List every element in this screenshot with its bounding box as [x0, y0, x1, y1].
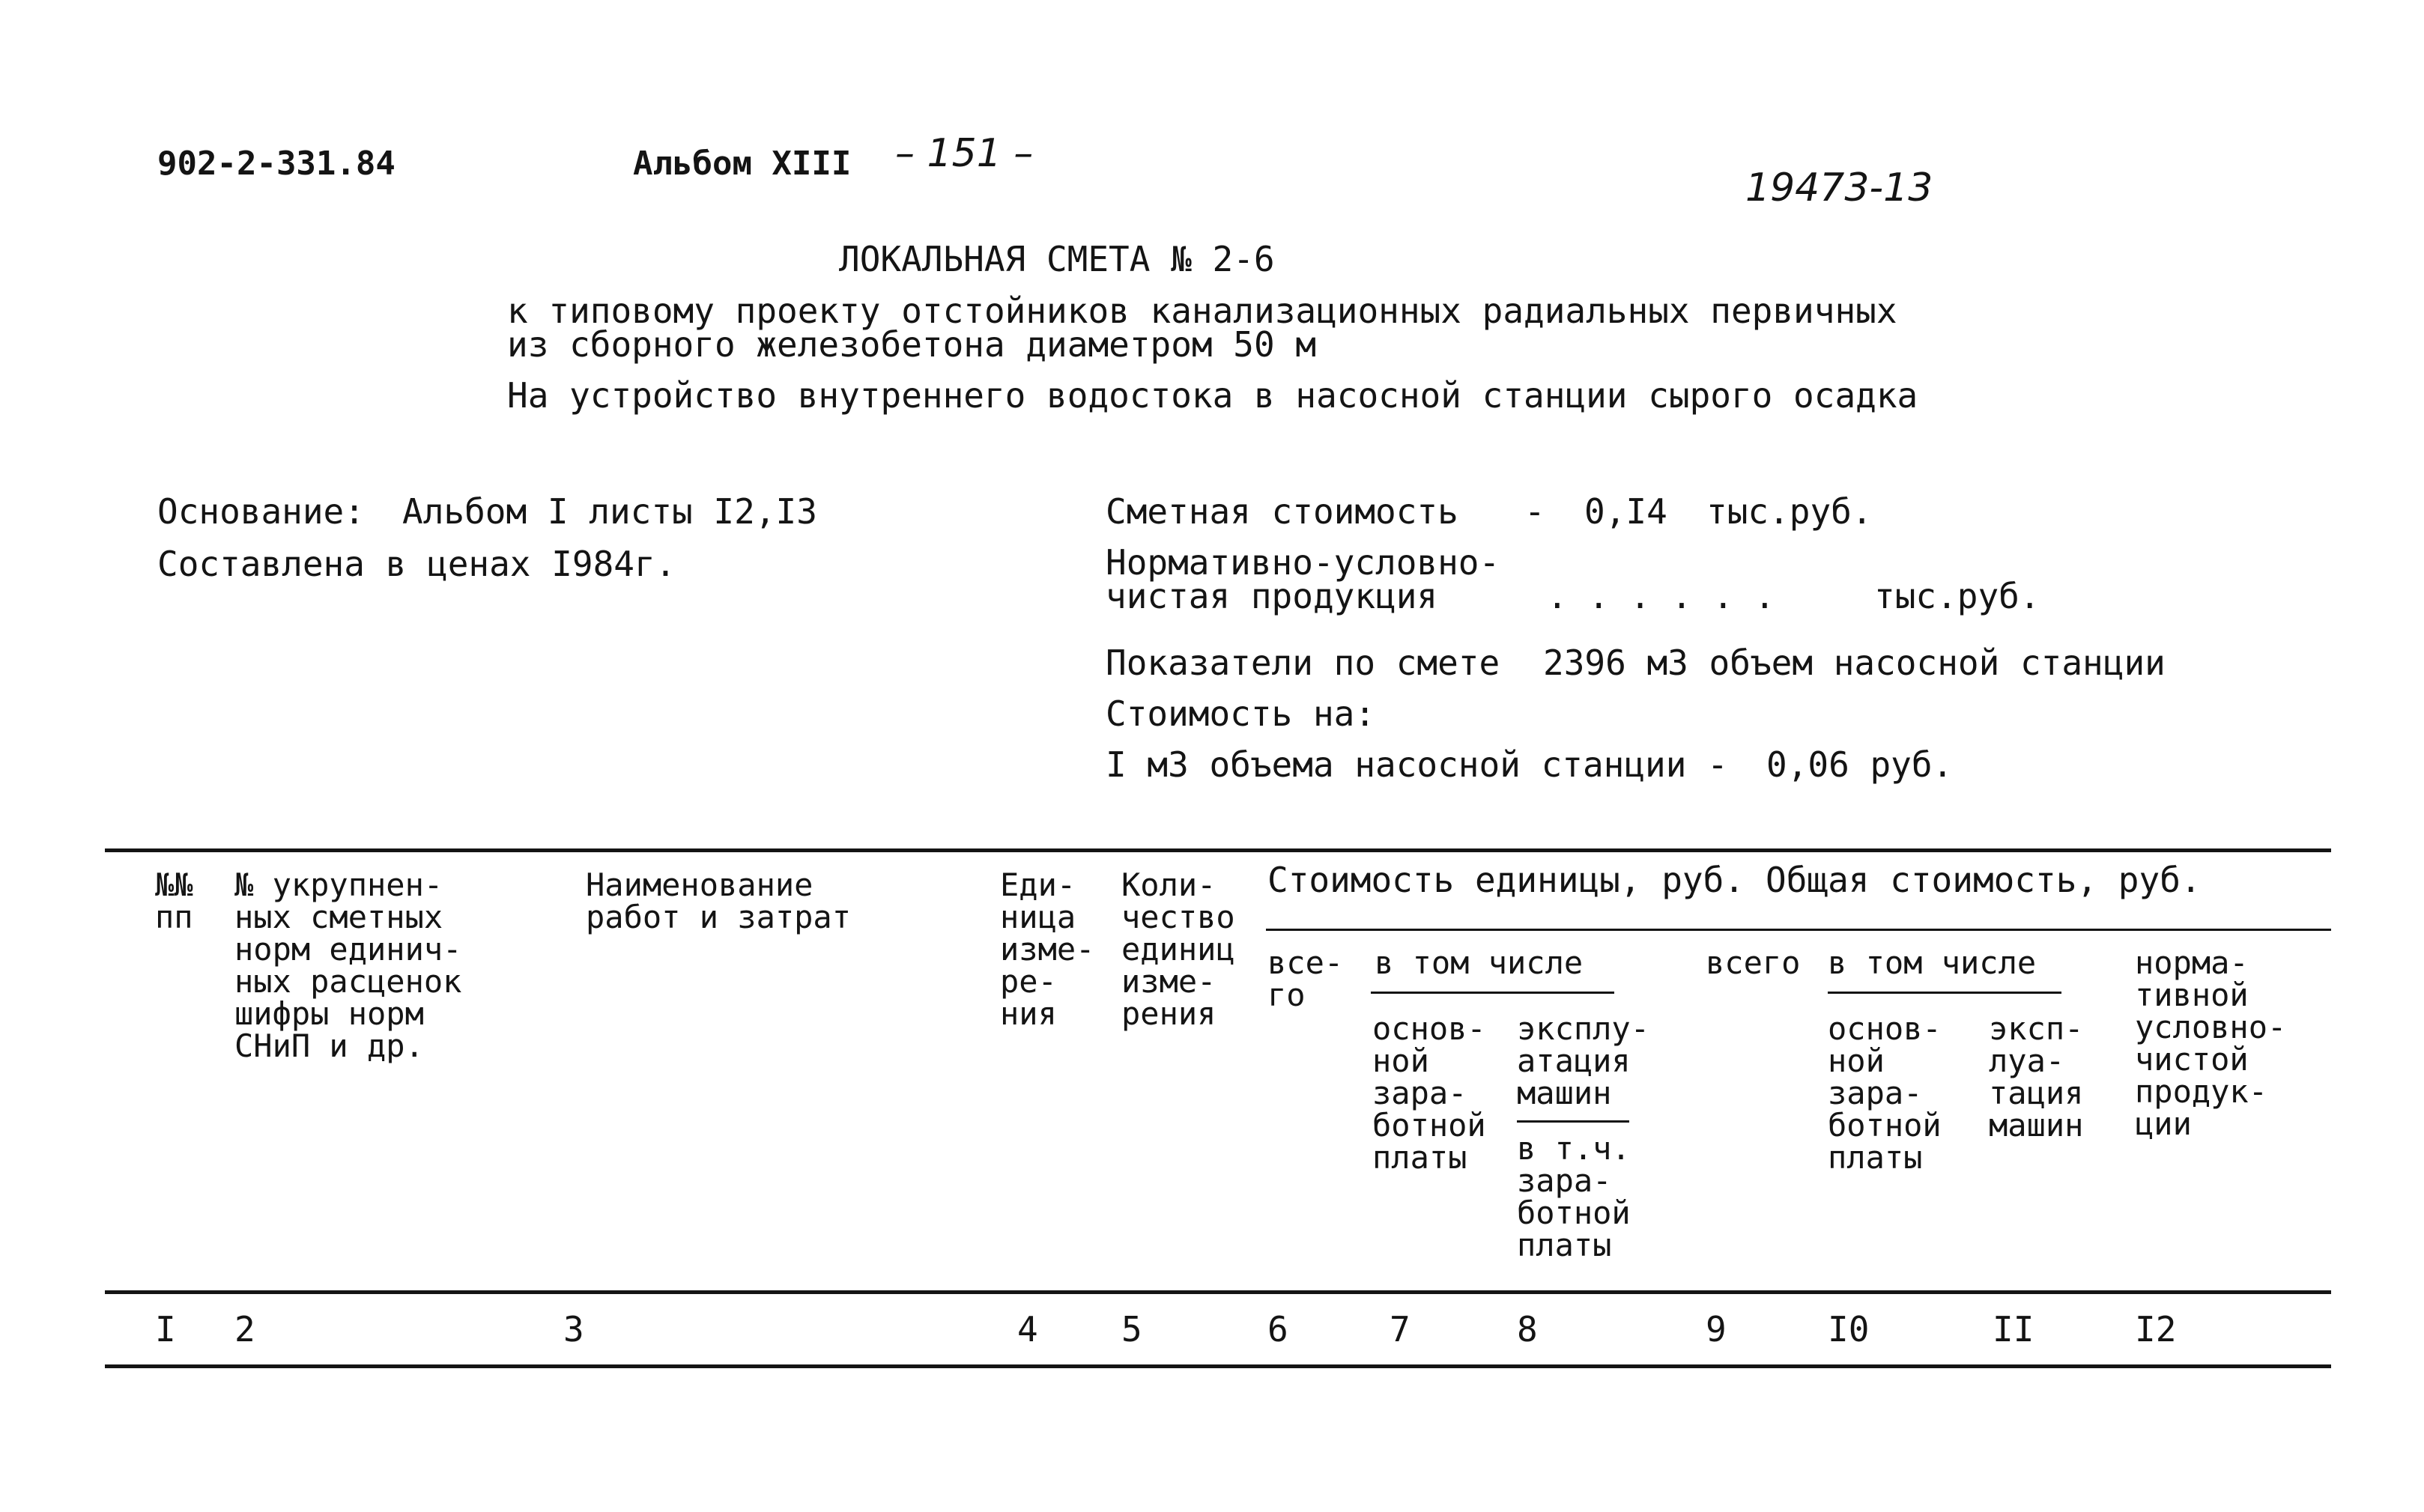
header-bottom-rule: [105, 1290, 2331, 1294]
estimate-subtitle-line1: к типовому проекту отстойников канализационных радиальных первичных: [507, 291, 1897, 331]
registry-number: 19473-13: [1745, 166, 1933, 210]
column-number-10: I0: [1828, 1309, 1870, 1349]
indicators-value: 2396 м3 объем насосной станции: [1543, 643, 2166, 683]
basis-label: Основание:: [157, 491, 365, 532]
cost-dash: -: [1524, 491, 1545, 532]
cost-unit: тыс.руб.: [1706, 491, 1873, 532]
column-header-unit-total: все- го: [1267, 944, 1344, 1013]
machines-divider-rule: [1517, 1120, 1629, 1123]
project-code: 902-2-331.84: [157, 145, 396, 183]
subgroup-rule-1: [1371, 992, 1614, 994]
column-number-1: I: [155, 1309, 176, 1349]
column-number-6: 6: [1267, 1309, 1288, 1349]
prices-line: Составлена в ценах I984г.: [157, 544, 676, 584]
header-subdivision-rule: [1266, 929, 2331, 931]
column-header-net-production: норма- тивной условно- чистой продук- ции: [2135, 944, 2287, 1142]
column-number-5: 5: [1121, 1309, 1142, 1349]
column-header-work-name: Наименование работ и затрат: [586, 866, 852, 935]
column-header-unit: Еди- ница изме- ре- ния: [1000, 866, 1095, 1032]
header-in-that-number-unit: в том числе: [1375, 944, 1584, 981]
cost-per-label: Стоимость на:: [1106, 693, 1376, 734]
column-header-unit-machines: эксплу- атация машин: [1517, 1010, 1650, 1111]
cost-label: Сметная стоимость: [1106, 491, 1458, 532]
production-unit: тыс.руб.: [1874, 576, 2040, 616]
per-unit-value: 0,06 руб.: [1766, 744, 1954, 785]
estimate-purpose: На устройство внутреннего водостока в насосной станции сырого осадка: [507, 375, 1918, 416]
column-number-2: 2: [234, 1309, 255, 1349]
column-header-unit-machines-wages: в т.ч. зара- ботной платы: [1517, 1130, 1631, 1263]
cost-value: 0,I4: [1584, 491, 1667, 532]
basis-value: Альбом I листы I2,I3: [402, 491, 817, 532]
column-header-total-machines: эксп- луа- тация машин: [1989, 1010, 2084, 1144]
subgroup-rule-2: [1828, 992, 2061, 994]
indicators-label: Показатели по смете: [1106, 643, 1500, 683]
page-number: – 151 –: [895, 131, 1034, 176]
production-value: . . . . . .: [1547, 576, 1775, 616]
column-number-12: I2: [2135, 1309, 2177, 1349]
column-number-9: 9: [1706, 1309, 1727, 1349]
column-number-8: 8: [1517, 1309, 1538, 1349]
table-top-rule: [105, 848, 2331, 852]
album-label: Альбом XIII: [633, 145, 852, 183]
column-header-unit-wages: основ- ной зара- ботной платы: [1372, 1010, 1486, 1176]
column-number-11: II: [1993, 1309, 2034, 1349]
column-header-norm-codes: № укрупнен- ных сметных норм единич- ных расценок шифры норм СНиП и др.: [234, 866, 462, 1064]
per-unit-label: I м3 объема насосной станции -: [1106, 744, 1728, 785]
estimate-subtitle-line2: из сборного железобетона диаметром 50 м: [507, 324, 1317, 365]
estimate-heading: ЛОКАЛЬНАЯ СМЕТА № 2-6: [839, 239, 1275, 279]
production-label-1: Нормативно-условно-: [1106, 542, 1500, 583]
column-header-total: всего: [1706, 944, 1801, 981]
column-number-4: 4: [1017, 1309, 1038, 1349]
column-header-total-wages: основ- ной зара- ботной платы: [1828, 1010, 1942, 1176]
column-number-7: 7: [1390, 1309, 1411, 1349]
column-header-quantity: Коли- чество единиц изме- рения: [1121, 866, 1235, 1032]
production-label-2: чистая продукция: [1106, 576, 1438, 616]
header-total-cost: Общая стоимость, руб.: [1766, 860, 2202, 900]
header-unit-cost: Стоимость единицы, руб.: [1267, 860, 1745, 900]
column-number-3: 3: [563, 1309, 584, 1349]
column-header-row-number: №№ пп: [155, 866, 193, 935]
header-in-that-number-total: в том числе: [1828, 944, 2037, 981]
table-bottom-rule: [105, 1364, 2331, 1368]
